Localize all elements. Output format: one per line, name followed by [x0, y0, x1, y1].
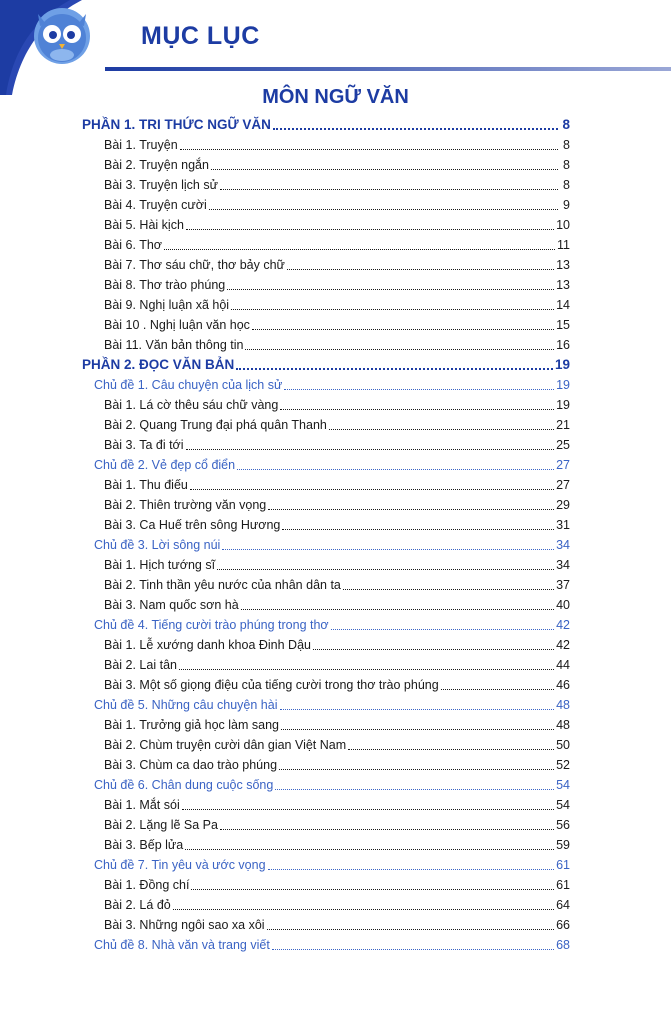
- dot-leader: [185, 848, 554, 850]
- toc-entry-title: Chủ đề 2. Vẻ đẹp cổ điển: [94, 458, 236, 472]
- toc-page-number: 42: [556, 618, 570, 632]
- toc-entry-title: Bài 1. Mắt sói: [104, 798, 180, 812]
- toc-page-number: 10: [556, 218, 570, 232]
- toc-lesson-row[interactable]: [82, 553, 570, 573]
- dot-leader: [220, 188, 558, 190]
- dot-leader: [272, 948, 554, 950]
- toc-entry-title: Bài 5. Hài kịch: [104, 218, 184, 232]
- toc-part-row[interactable]: [82, 353, 570, 373]
- toc-lesson-row[interactable]: [82, 313, 570, 333]
- toc-page-number: 46: [556, 678, 570, 692]
- toc-page-number: 8: [563, 138, 570, 152]
- toc-entry-title: Chủ đề 6. Chân dung cuộc sống: [94, 778, 274, 792]
- toc-lesson-row[interactable]: [82, 873, 570, 893]
- toc-lesson-row[interactable]: [82, 893, 570, 913]
- toc-page-number: 13: [556, 278, 570, 292]
- dot-leader: [313, 648, 554, 650]
- dot-leader: [222, 548, 554, 550]
- toc-lesson-row[interactable]: [82, 473, 570, 493]
- toc-page-number: 25: [556, 438, 570, 452]
- dot-leader: [231, 308, 554, 310]
- toc-page-number: 13: [556, 258, 570, 272]
- toc-page-number: 31: [556, 518, 570, 532]
- dot-leader: [164, 248, 555, 250]
- toc-entry-title: Bài 2. Lặng lẽ Sa Pa: [104, 818, 218, 832]
- toc-page-number: 52: [556, 758, 570, 772]
- dot-leader: [343, 588, 554, 590]
- toc-page-number: 61: [556, 858, 570, 872]
- dot-leader: [284, 388, 554, 390]
- toc-entry-title: Bài 3. Ca Huế trên sông Hương: [104, 518, 281, 532]
- toc-topic-row[interactable]: [82, 933, 570, 953]
- toc-lesson-row[interactable]: [82, 753, 570, 773]
- toc-page-number: 48: [556, 698, 570, 712]
- page-title: MỤC LỤC: [141, 22, 260, 50]
- dot-leader: [441, 688, 554, 690]
- toc-page-number: 68: [556, 938, 570, 952]
- toc-lesson-row[interactable]: [82, 333, 570, 353]
- toc-entry-title: Bài 3. Bếp lửa: [104, 838, 184, 852]
- toc-topic-row[interactable]: [82, 533, 570, 553]
- dot-leader: [267, 928, 555, 930]
- dot-leader: [245, 348, 554, 350]
- toc-lesson-row[interactable]: [82, 633, 570, 653]
- toc-page-number: 8: [563, 158, 570, 172]
- dot-leader: [191, 888, 554, 890]
- dot-leader: [329, 428, 554, 430]
- toc-lesson-row[interactable]: [82, 133, 570, 153]
- toc-lesson-row[interactable]: [82, 393, 570, 413]
- toc-page-number: 66: [556, 918, 570, 932]
- toc-entry-title: Bài 1. Lễ xướng danh khoa Đinh Dậu: [104, 638, 311, 652]
- toc-lesson-row[interactable]: [82, 293, 570, 313]
- toc-page-number: 11: [557, 238, 570, 252]
- page-header: [0, 0, 671, 100]
- toc-entry-title: Bài 4. Truyện cười: [104, 198, 207, 212]
- toc-entry-title: Chủ đề 3. Lời sông núi: [94, 538, 221, 552]
- toc-page-number: 27: [556, 478, 570, 492]
- toc-entry-title: Bài 3. Những ngôi sao xa xôi: [104, 918, 265, 932]
- header-banner: [0, 0, 671, 100]
- toc-topic-row[interactable]: [82, 853, 570, 873]
- toc-page-number: 19: [556, 398, 570, 412]
- dot-leader: [252, 328, 554, 330]
- toc-page-number: 19: [554, 357, 570, 372]
- subject-title: MÔN NGỮ VĂN: [262, 86, 409, 108]
- toc-entry-title: Bài 8. Thơ trào phúng: [104, 278, 226, 292]
- toc-page-number: 34: [556, 558, 570, 572]
- toc-lesson-row[interactable]: [82, 413, 570, 433]
- toc-topic-row[interactable]: [82, 693, 570, 713]
- toc-page-number: 34: [556, 538, 570, 552]
- toc-entry-title: Bài 1. Truyện: [104, 138, 178, 152]
- dot-leader: [186, 448, 555, 450]
- toc-entry-title: Bài 3. Truyện lịch sử: [104, 178, 218, 192]
- toc-page-number: 27: [556, 458, 570, 472]
- dot-leader: [237, 468, 554, 470]
- toc-lesson-row[interactable]: [82, 813, 570, 833]
- toc-lesson-row[interactable]: [82, 573, 570, 593]
- dot-leader: [179, 668, 554, 670]
- toc-entry-title: Bài 1. Hịch tướng sĩ: [104, 558, 216, 572]
- toc-page-number: 54: [556, 778, 570, 792]
- toc-page-number: 44: [556, 658, 570, 672]
- toc-lesson-row[interactable]: [82, 213, 570, 233]
- dot-leader: [282, 528, 554, 530]
- dot-leader: [348, 748, 554, 750]
- toc-page-number: 16: [556, 338, 570, 352]
- toc-page-number: 61: [556, 878, 570, 892]
- toc-lesson-row[interactable]: [82, 253, 570, 273]
- toc-entry-title: Bài 2. Tinh thần yêu nước của nhân dân ta: [104, 578, 341, 592]
- toc-entry-title: PHẦN 1. TRI THỨC NGỮ VĂN: [82, 117, 271, 132]
- toc-entry-title: Bài 2. Chùm truyện cười dân gian Việt Nam: [104, 738, 347, 752]
- toc-entry-title: Bài 11. Văn bản thông tin: [104, 338, 244, 352]
- table-of-contents: [82, 113, 570, 953]
- toc-page-number: 9: [563, 198, 570, 212]
- toc-entry-title: Bài 3. Chùm ca dao trào phúng: [104, 758, 278, 772]
- dot-leader: [273, 127, 558, 130]
- dot-leader: [279, 768, 554, 770]
- dot-leader: [331, 628, 554, 630]
- toc-page-number: 54: [556, 798, 570, 812]
- toc-page-number: 56: [556, 818, 570, 832]
- toc-page-number: 15: [556, 318, 570, 332]
- toc-entry-title: Bài 2. Thiên trường văn vọng: [104, 498, 267, 512]
- toc-entry-title: Chủ đề 4. Tiếng cười trào phúng trong thơ: [94, 618, 329, 632]
- toc-entry-title: Bài 3. Ta đi tới: [104, 438, 184, 452]
- toc-entry-title: Bài 10 . Nghị luận văn học: [104, 318, 250, 332]
- toc-page-number: 48: [556, 718, 570, 732]
- toc-entry-title: Bài 1. Thu điếu: [104, 478, 188, 492]
- dot-leader: [211, 168, 558, 170]
- toc-page-number: 50: [556, 738, 570, 752]
- dot-leader: [268, 508, 554, 510]
- toc-entry-title: Bài 1. Lá cờ thêu sáu chữ vàng: [104, 398, 279, 412]
- toc-page-number: 8: [562, 117, 570, 132]
- toc-page-number: 59: [556, 838, 570, 852]
- toc-entry-title: Bài 3. Nam quốc sơn hà: [104, 598, 239, 612]
- owl-logo-icon: [34, 8, 90, 64]
- dot-leader: [275, 788, 554, 790]
- toc-topic-row[interactable]: [82, 613, 570, 633]
- toc-page-number: 64: [556, 898, 570, 912]
- toc-entry-title: Bài 1. Trưởng giả học làm sang: [104, 718, 279, 732]
- toc-entry-title: Bài 2. Quang Trung đại phá quân Thanh: [104, 418, 327, 432]
- toc-page-number: 42: [556, 638, 570, 652]
- toc-lesson-row[interactable]: [82, 793, 570, 813]
- dot-leader: [190, 488, 554, 490]
- toc-page-number: 40: [556, 598, 570, 612]
- toc-lesson-row[interactable]: [82, 513, 570, 533]
- toc-lesson-row[interactable]: [82, 493, 570, 513]
- toc-topic-row[interactable]: [82, 373, 570, 393]
- toc-entry-title: Bài 2. Truyện ngắn: [104, 158, 209, 172]
- toc-entry-title: Bài 3. Một số giọng điệu của tiếng cười trong thơ trào phúng: [104, 678, 439, 692]
- toc-topic-row[interactable]: [82, 773, 570, 793]
- dot-leader: [173, 908, 554, 910]
- toc-lesson-row[interactable]: [82, 193, 570, 213]
- dot-leader: [236, 367, 553, 370]
- toc-page-number: 21: [556, 418, 570, 432]
- toc-entry-title: Chủ đề 7. Tin yêu và ước vọng: [94, 858, 266, 872]
- dot-leader: [220, 828, 554, 830]
- toc-entry-title: Chủ đề 1. Câu chuyện của lịch sử: [94, 378, 283, 392]
- dot-leader: [186, 228, 554, 230]
- toc-entry-title: Bài 6. Thơ: [104, 238, 162, 252]
- toc-entry-title: PHẦN 2. ĐỌC VĂN BẢN: [82, 357, 235, 372]
- toc-page-number: 37: [556, 578, 570, 592]
- dot-leader: [241, 608, 554, 610]
- dot-leader: [281, 728, 554, 730]
- toc-lesson-row[interactable]: [82, 913, 570, 933]
- toc-lesson-row[interactable]: [82, 653, 570, 673]
- dot-leader: [280, 408, 554, 410]
- dot-leader: [287, 268, 554, 270]
- toc-lesson-row[interactable]: [82, 673, 570, 693]
- toc-entry-title: Bài 1. Đồng chí: [104, 878, 190, 892]
- toc-lesson-row[interactable]: [82, 593, 570, 613]
- toc-topic-row[interactable]: [82, 453, 570, 473]
- dot-leader: [180, 148, 558, 150]
- dot-leader: [280, 708, 555, 710]
- toc-entry-title: Chủ đề 5. Những câu chuyện hài: [94, 698, 278, 712]
- toc-lesson-row[interactable]: [82, 833, 570, 853]
- dot-leader: [182, 808, 554, 810]
- toc-lesson-row[interactable]: [82, 733, 570, 753]
- dot-leader: [227, 288, 554, 290]
- toc-page-number: 14: [556, 298, 570, 312]
- toc-entry-title: Bài 2. Lai tân: [104, 658, 177, 672]
- toc-lesson-row[interactable]: [82, 153, 570, 173]
- toc-entry-title: Bài 9. Nghị luận xã hội: [104, 298, 230, 312]
- toc-lesson-row[interactable]: [82, 233, 570, 253]
- toc-entry-title: Chủ đề 8. Nhà văn và trang viết: [94, 938, 270, 952]
- toc-lesson-row[interactable]: [82, 173, 570, 193]
- toc-page-number: 29: [556, 498, 570, 512]
- dot-leader: [217, 568, 554, 570]
- toc-lesson-row[interactable]: [82, 273, 570, 293]
- toc-entry-title: Bài 7. Thơ sáu chữ, thơ bảy chữ: [104, 258, 285, 272]
- toc-entry-title: Bài 2. Lá đỏ: [104, 898, 171, 912]
- toc-lesson-row[interactable]: [82, 433, 570, 453]
- toc-page-number: 19: [556, 378, 570, 392]
- toc-part-row[interactable]: [82, 113, 570, 133]
- toc-lesson-row[interactable]: [82, 713, 570, 733]
- dot-leader: [209, 208, 558, 210]
- toc-page-number: 8: [563, 178, 570, 192]
- dot-leader: [268, 868, 555, 870]
